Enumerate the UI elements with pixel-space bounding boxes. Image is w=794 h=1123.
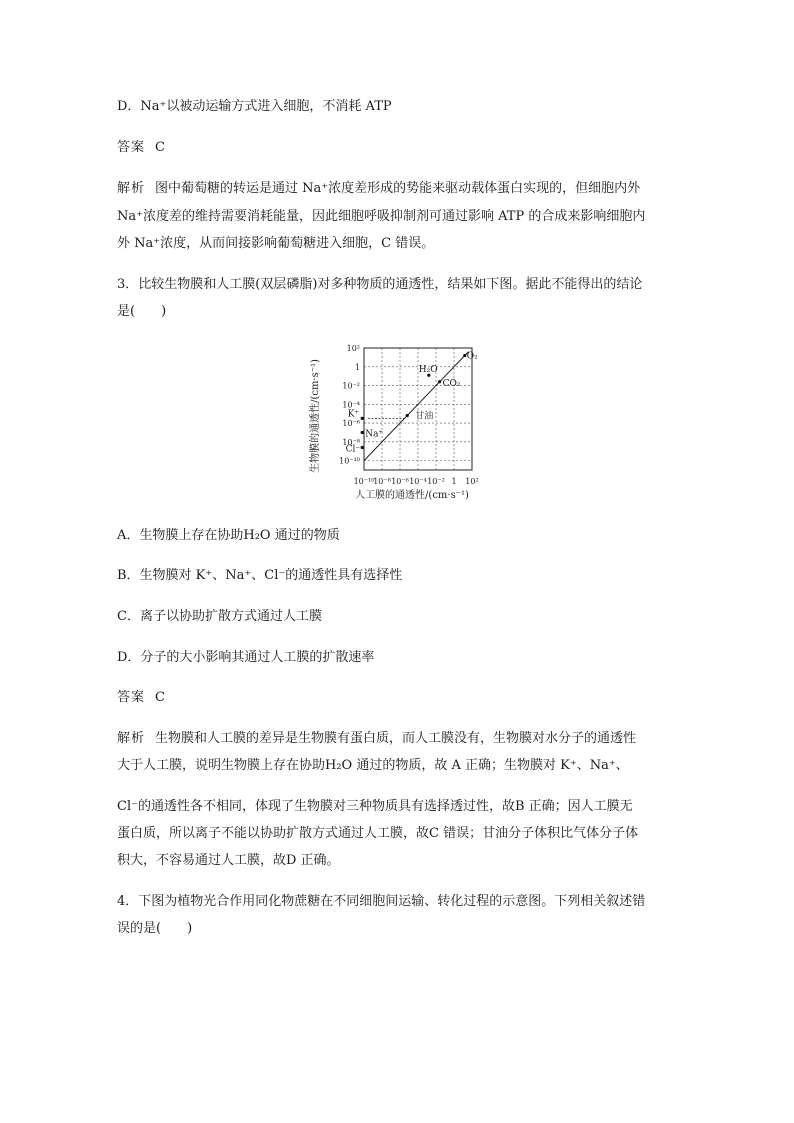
x-tick-label: 10⁻⁴ [409,477,427,486]
x-tick-label: 10⁻⁸ [373,477,391,486]
analysis-line-3: 外 Na⁺浓度，从而间接影响葡萄糖进入细胞，C 错误。 [117,236,435,251]
y-axis-label: 生物膜的通透性/(cm·s⁻¹) [310,359,321,473]
analysis-line-2: Na⁺浓度差的维持需要消耗能量，因此细胞呼吸抑制剂可通过影响 ATP 的合成来影响细胞内 [117,209,646,224]
question3-stem-2: 是( ) [117,304,167,319]
data-point [438,380,441,383]
answer-value: C [155,140,165,155]
option-b: B．生物膜对 K⁺、Na⁺、Cl⁻的通透性具有选择性 [117,568,403,583]
permeability-chart [300,338,500,507]
question4-stem-1: 4．下图为植物光合作用同化物蔗糖在不同细胞间运输、转化过程的示意图。下列相关叙述错 [117,894,646,909]
y-tick-label: 10⁻⁴ [342,400,360,410]
question4-stem-2: 误的是( ) [117,921,193,936]
data-point-label: CO₂ [442,378,461,389]
y-tick-label: 10⁻⁸ [342,437,360,447]
data-point-label: 甘油 [415,411,434,422]
data-point-label: O₂ [466,351,478,362]
equal-permeability-line [364,352,468,461]
data-point [361,431,364,434]
x-tick-label: 10⁻² [427,477,445,486]
analysis-label: 解析 [117,181,146,196]
data-point-label: Na⁺ [365,429,384,440]
answer-label: 答案 [117,690,146,705]
data-point-label: Cl⁻ [345,444,361,455]
analysis-text: 图中葡萄糖的转运是通过 Na⁺浓度差形成的势能来驱动载体蛋白实现的，但细胞内外 [155,181,641,196]
y-tick-label: 1 [354,362,360,372]
answer-value: C [155,690,165,705]
analysis-line-2: 大于人工膜，说明生物膜上存在协助H₂O 通过的物质，故 A 正确；生物膜对 K⁺、Na⁺、 [117,758,629,773]
answer-label: 答案 [117,140,146,155]
answer-row [117,689,165,707]
analysis-label: 解析 [117,731,146,746]
data-point [406,414,409,417]
y-tick-label: 10⁻⁶ [342,419,360,429]
analysis-line-1 [117,730,636,748]
y-tick-label: 10⁻² [342,381,360,391]
permeability-chart-svg [300,338,500,503]
x-tick-label: 1 [451,477,457,486]
x-tick-label: 10² [465,477,479,486]
option-a: A．生物膜上存在协助H₂O 通过的物质 [117,528,340,543]
x-tick-label: 10⁻¹⁰ [353,477,375,486]
analysis-line-5: 积大，不容易通过人工膜，故D 正确。 [117,853,340,868]
data-point [361,446,364,449]
option-c: C．离子以协助扩散方式通过人工膜 [117,609,322,624]
analysis-line-3: Cl⁻的通透性各不相同，体现了生物膜对三种物质具有选择透过性，故B 正确；因人工膜无 [117,799,633,814]
y-tick-label: 10² [346,344,360,353]
x-tick-label: 10⁻⁶ [391,477,409,486]
data-point [361,417,364,420]
x-axis-label: 人工膜的通透性/(cm·s⁻¹) [355,490,469,501]
option-d: D．Na⁺以被动运输方式进入细胞，不消耗 ATP [117,99,392,114]
analysis-text: 生物膜和人工膜的差异是生物膜有蛋白质，而人工膜没有，生物膜对水分子的通透性 [155,731,637,746]
question3-stem-1: 3．比较生物膜和人工膜(双层磷脂)对多种物质的通透性，结果如下图。据此不能得出的结论 [117,277,643,292]
y-tick-label: 10⁻¹⁰ [339,456,360,466]
answer-row [117,139,165,157]
analysis-line-1 [117,180,640,198]
data-point-label: K⁺ [347,409,360,420]
option-d: D．分子的大小影响其通过人工膜的扩散速率 [117,650,375,665]
analysis-line-4: 蛋白质，所以离子不能以协助扩散方式通过人工膜，故C 错误；甘油分子体积比气体分子体 [117,826,639,841]
data-point-label: H₂O [418,365,438,376]
